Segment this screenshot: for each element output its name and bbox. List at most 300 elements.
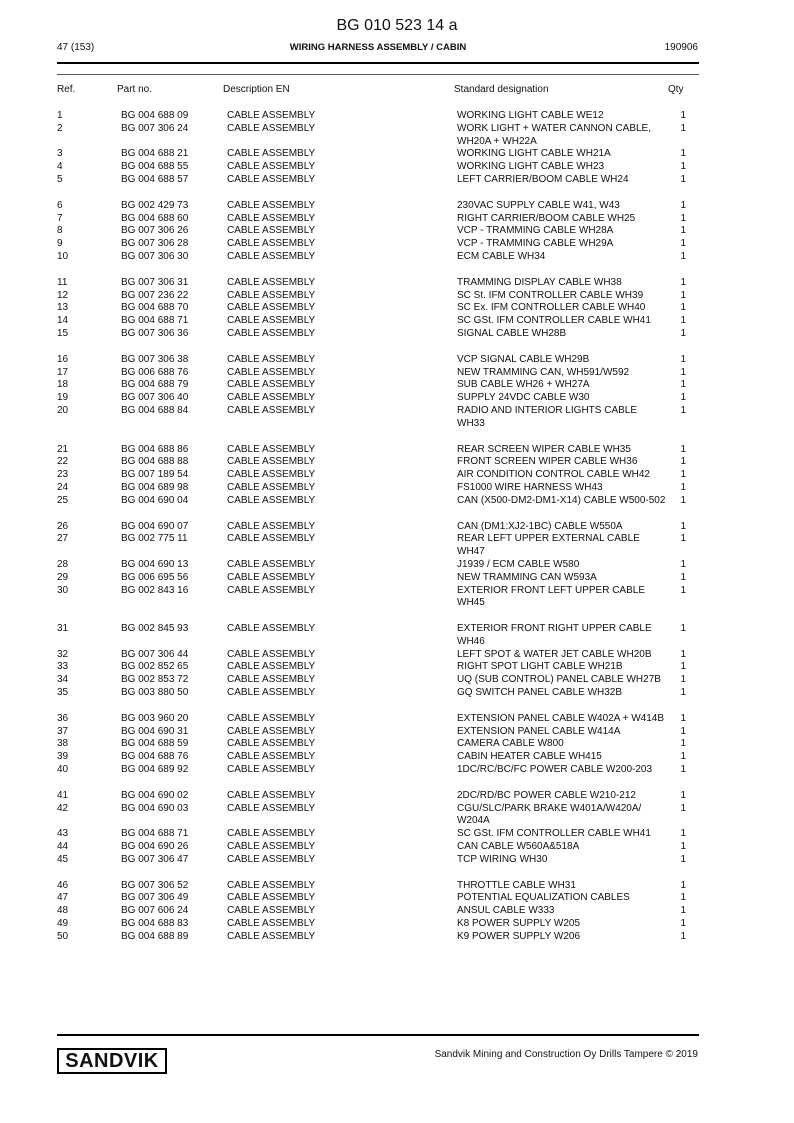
row-ref: 34 — [57, 674, 69, 686]
row-standard-designation: EXTERIOR FRONT RIGHT UPPER CABLE WH46 — [457, 623, 652, 647]
row-part-no: BG 004 688 60 — [121, 212, 189, 224]
row-description: CABLE ASSEMBLY — [227, 456, 316, 468]
row-standard-designation: REAR LEFT UPPER EXTERNAL CABLE WH47 — [457, 533, 640, 558]
row-part-no: BG 004 688 83 — [121, 918, 189, 930]
row-description: CABLE ASSEMBLY — [227, 225, 316, 237]
row-ref: 30 — [57, 584, 69, 596]
row-ref: 33 — [57, 661, 69, 673]
row-standard-designation: NEW TRAMMING CAN W593A — [457, 571, 597, 583]
column-header-ref: Ref. — [57, 84, 76, 95]
row-ref: 42 — [57, 802, 69, 814]
row-description: CABLE ASSEMBLY — [227, 558, 316, 570]
row-qty: 1 — [680, 379, 686, 391]
row-ref: 16 — [57, 353, 69, 365]
row-description: CABLE ASSEMBLY — [227, 161, 316, 173]
row-qty: 1 — [680, 584, 686, 596]
row-part-no: BG 004 688 70 — [121, 302, 189, 314]
table-row — [57, 751, 699, 764]
row-ref: 40 — [57, 764, 69, 776]
row-qty: 1 — [680, 751, 686, 763]
row-part-no: BG 002 429 73 — [121, 199, 189, 211]
row-qty: 1 — [680, 905, 686, 917]
row-standard-designation: TRAMMING DISPLAY CABLE WH38 — [457, 276, 622, 288]
row-qty: 1 — [680, 661, 686, 673]
parts-table — [57, 110, 699, 944]
row-part-no: BG 002 852 65 — [121, 661, 189, 673]
row-standard-designation: SC GSt. IFM CONTROLLER CABLE WH41 — [457, 828, 651, 840]
row-qty: 1 — [680, 764, 686, 776]
table-row — [57, 328, 699, 341]
row-qty: 1 — [680, 366, 686, 378]
row-standard-designation: EXTENSION PANEL CABLE W414A — [457, 725, 621, 737]
row-part-no: BG 004 688 79 — [121, 379, 189, 391]
row-part-no: BG 004 688 86 — [121, 443, 189, 455]
row-standard-designation: WORKING LIGHT CABLE WH21A — [457, 148, 611, 160]
row-ref: 2 — [57, 122, 63, 134]
table-row — [57, 456, 699, 469]
row-part-no: BG 004 690 07 — [121, 520, 189, 532]
row-description: CABLE ASSEMBLY — [227, 494, 316, 506]
row-qty: 1 — [680, 122, 686, 134]
row-part-no: BG 007 306 28 — [121, 238, 189, 250]
row-ref: 27 — [57, 533, 69, 545]
row-part-no: BG 004 690 04 — [121, 494, 189, 506]
row-description: CABLE ASSEMBLY — [227, 366, 316, 378]
table-row — [57, 495, 699, 508]
row-qty: 1 — [680, 250, 686, 262]
page-count: 47 (153) — [57, 42, 95, 53]
row-standard-designation: EXTENSION PANEL CABLE W402A + W414B — [457, 712, 665, 724]
table-row — [57, 315, 699, 328]
row-qty: 1 — [680, 199, 686, 211]
table-row — [57, 225, 699, 238]
row-part-no: BG 003 960 20 — [121, 712, 189, 724]
row-qty: 1 — [680, 110, 686, 121]
row-standard-designation: CAN CABLE W560A&518A — [457, 841, 580, 853]
row-standard-designation: SIGNAL CABLE WH28B — [457, 327, 567, 339]
row-part-no: BG 004 688 84 — [121, 404, 189, 416]
row-part-no: BG 007 606 24 — [121, 905, 189, 917]
table-row — [57, 931, 699, 944]
table-row — [57, 251, 699, 264]
row-ref: 22 — [57, 456, 69, 468]
row-ref: 11 — [57, 276, 68, 288]
row-part-no: BG 006 695 56 — [121, 571, 189, 583]
row-description: CABLE ASSEMBLY — [227, 687, 316, 699]
row-description: CABLE ASSEMBLY — [227, 738, 316, 750]
row-qty: 1 — [680, 212, 686, 224]
row-description: CABLE ASSEMBLY — [227, 725, 316, 737]
table-row — [57, 482, 699, 495]
row-part-no: BG 004 690 03 — [121, 802, 189, 814]
table-row — [57, 123, 699, 149]
row-part-no: BG 007 189 54 — [121, 469, 189, 481]
row-part-no: BG 004 690 13 — [121, 558, 189, 570]
row-description: CABLE ASSEMBLY — [227, 841, 316, 853]
row-ref: 28 — [57, 558, 69, 570]
row-standard-designation: CAN (DM1:XJ2-1BC) CABLE W550A — [457, 520, 623, 532]
row-standard-designation: FS1000 WIRE HARNESS WH43 — [457, 481, 603, 493]
row-standard-designation: WORKING LIGHT CABLE WH23 — [457, 161, 605, 173]
row-ref: 35 — [57, 687, 69, 699]
row-standard-designation: ANSUL CABLE W333 — [457, 905, 555, 917]
row-standard-designation: POTENTIAL EQUALIZATION CABLES — [457, 892, 630, 904]
row-description: CABLE ASSEMBLY — [227, 648, 316, 660]
table-row — [57, 392, 699, 405]
row-description: CABLE ASSEMBLY — [227, 764, 316, 776]
header-divider — [57, 74, 699, 75]
row-description: CABLE ASSEMBLY — [227, 327, 316, 339]
row-ref: 31 — [57, 623, 69, 635]
row-description: CABLE ASSEMBLY — [227, 481, 316, 493]
table-row — [57, 405, 699, 431]
row-qty: 1 — [680, 404, 686, 416]
row-description: CABLE ASSEMBLY — [227, 212, 316, 224]
row-standard-designation: VCP - TRAMMING CABLE WH29A — [457, 238, 614, 250]
row-standard-designation: LEFT CARRIER/BOOM CABLE WH24 — [457, 173, 629, 185]
row-qty: 1 — [680, 533, 686, 545]
table-row — [57, 738, 699, 751]
row-part-no: BG 004 688 76 — [121, 751, 189, 763]
row-description: CABLE ASSEMBLY — [227, 853, 316, 865]
table-row — [57, 302, 699, 315]
row-description: CABLE ASSEMBLY — [227, 173, 316, 185]
row-ref: 32 — [57, 648, 69, 660]
row-standard-designation: 2DC/RD/BC POWER CABLE W210-212 — [457, 789, 636, 801]
row-ref: 46 — [57, 879, 69, 891]
row-qty: 1 — [680, 392, 686, 404]
row-ref: 7 — [57, 212, 63, 224]
table-row — [57, 623, 699, 649]
row-standard-designation: WORKING LIGHT CABLE WE12 — [457, 110, 604, 121]
row-ref: 5 — [57, 173, 63, 185]
row-ref: 21 — [57, 443, 69, 455]
row-description: CABLE ASSEMBLY — [227, 623, 316, 635]
table-row — [57, 379, 699, 392]
row-description: CABLE ASSEMBLY — [227, 392, 316, 404]
table-row — [57, 572, 699, 585]
row-standard-designation: LEFT SPOT & WATER JET CABLE WH20B — [457, 648, 652, 660]
row-ref: 47 — [57, 892, 69, 904]
row-description: CABLE ASSEMBLY — [227, 469, 316, 481]
row-qty: 1 — [680, 456, 686, 468]
row-description: CABLE ASSEMBLY — [227, 289, 316, 301]
row-description: CABLE ASSEMBLY — [227, 674, 316, 686]
column-header-description: Description EN — [223, 84, 290, 95]
row-ref: 17 — [57, 366, 69, 378]
logo-text: SANDVIK — [65, 1049, 159, 1072]
row-description: CABLE ASSEMBLY — [227, 199, 316, 211]
row-standard-designation: K9 POWER SUPPLY W206 — [457, 930, 581, 942]
document-number: BG 010 523 14 a — [336, 17, 458, 34]
row-standard-designation: SC St. IFM CONTROLLER CABLE WH39 — [457, 289, 644, 301]
row-standard-designation: SC GSt. IFM CONTROLLER CABLE WH41 — [457, 315, 651, 327]
table-row — [57, 354, 699, 367]
row-part-no: BG 004 689 98 — [121, 481, 189, 493]
row-part-no: BG 004 688 57 — [121, 173, 189, 185]
row-description: CABLE ASSEMBLY — [227, 238, 316, 250]
row-part-no: BG 002 853 72 — [121, 674, 189, 686]
row-standard-designation: VCP SIGNAL CABLE WH29B — [457, 353, 590, 365]
row-description: CABLE ASSEMBLY — [227, 353, 316, 365]
row-standard-designation: CAMERA CABLE W800 — [457, 738, 564, 750]
table-row — [57, 828, 699, 841]
row-ref: 45 — [57, 853, 69, 865]
table-row — [57, 559, 699, 572]
row-part-no: BG 004 688 89 — [121, 930, 189, 942]
row-part-no: BG 003 880 50 — [121, 687, 189, 699]
row-part-no: BG 004 688 71 — [121, 828, 189, 840]
row-description: CABLE ASSEMBLY — [227, 930, 316, 942]
table-row — [57, 521, 699, 534]
row-part-no: BG 006 688 76 — [121, 366, 189, 378]
row-description: CABLE ASSEMBLY — [227, 404, 316, 416]
row-ref: 49 — [57, 918, 69, 930]
row-standard-designation: GQ SWITCH PANEL CABLE WH32B — [457, 687, 623, 699]
row-qty: 1 — [680, 315, 686, 327]
table-row — [57, 726, 699, 739]
row-part-no: BG 004 688 71 — [121, 315, 189, 327]
row-standard-designation: EXTERIOR FRONT LEFT UPPER CABLE WH45 — [457, 584, 646, 609]
row-ref: 39 — [57, 751, 69, 763]
row-ref: 48 — [57, 905, 69, 917]
row-description: CABLE ASSEMBLY — [227, 571, 316, 583]
row-qty: 1 — [680, 302, 686, 314]
row-part-no: BG 007 306 49 — [121, 892, 189, 904]
row-part-no: BG 004 688 21 — [121, 148, 189, 160]
row-qty: 1 — [680, 494, 686, 506]
row-qty: 1 — [680, 930, 686, 942]
row-standard-designation: AIR CONDITION CONTROL CABLE WH42 — [457, 469, 650, 481]
table-row — [57, 174, 699, 187]
row-ref: 14 — [57, 315, 69, 327]
row-standard-designation: K8 POWER SUPPLY W205 — [457, 918, 581, 930]
top-divider — [57, 62, 699, 64]
table-row — [57, 918, 699, 931]
row-ref: 9 — [57, 238, 63, 250]
row-description: CABLE ASSEMBLY — [227, 148, 316, 160]
copyright-notice: Sandvik Mining and Construction Oy Drills Tampere © 2019 — [434, 1049, 698, 1060]
row-ref: 1 — [57, 110, 63, 121]
row-part-no: BG 007 306 36 — [121, 327, 189, 339]
row-ref: 36 — [57, 712, 69, 724]
table-row — [57, 713, 699, 726]
sandvik-logo — [57, 1048, 167, 1074]
row-standard-designation: RIGHT SPOT LIGHT CABLE WH21B — [457, 661, 623, 673]
row-ref: 50 — [57, 930, 69, 942]
row-standard-designation: J1939 / ECM CABLE W580 — [457, 558, 580, 570]
row-standard-designation: CAN (X500-DM2-DM1-X14) CABLE W500-502 — [457, 494, 666, 506]
row-description: CABLE ASSEMBLY — [227, 110, 316, 121]
table-row — [57, 905, 699, 918]
row-qty: 1 — [680, 623, 686, 635]
row-part-no: BG 004 690 26 — [121, 841, 189, 853]
row-part-no: BG 002 843 16 — [121, 584, 189, 596]
row-ref: 26 — [57, 520, 69, 532]
row-description: CABLE ASSEMBLY — [227, 533, 316, 545]
row-part-no: BG 004 688 55 — [121, 161, 189, 173]
row-standard-designation: NEW TRAMMING CAN, WH591/W592 — [457, 366, 630, 378]
row-ref: 4 — [57, 161, 63, 173]
row-qty: 1 — [680, 276, 686, 288]
table-row — [57, 367, 699, 380]
table-row — [57, 892, 699, 905]
row-description: CABLE ASSEMBLY — [227, 276, 316, 288]
table-row — [57, 290, 699, 303]
table-row — [57, 110, 699, 123]
row-qty: 1 — [680, 173, 686, 185]
row-description: CABLE ASSEMBLY — [227, 250, 316, 262]
row-description: CABLE ASSEMBLY — [227, 122, 316, 134]
row-part-no: BG 007 306 40 — [121, 392, 189, 404]
row-standard-designation: 1DC/RC/BC/FC POWER CABLE W200-203 — [457, 764, 653, 776]
row-standard-designation: CABIN HEATER CABLE WH415 — [457, 751, 602, 763]
row-part-no: BG 007 236 22 — [121, 289, 189, 301]
row-part-no: BG 007 306 38 — [121, 353, 189, 365]
column-header-qty: Qty — [668, 84, 684, 95]
table-row — [57, 200, 699, 213]
row-ref: 3 — [57, 148, 63, 160]
row-qty: 1 — [680, 225, 686, 237]
table-row — [57, 803, 699, 829]
row-ref: 8 — [57, 225, 63, 237]
table-row — [57, 213, 699, 226]
row-qty: 1 — [680, 161, 686, 173]
row-ref: 18 — [57, 379, 69, 391]
row-part-no: BG 004 688 88 — [121, 456, 189, 468]
row-description: CABLE ASSEMBLY — [227, 802, 316, 814]
row-part-no: BG 002 845 93 — [121, 623, 189, 635]
row-standard-designation: SUPPLY 24VDC CABLE W30 — [457, 392, 590, 404]
row-description: CABLE ASSEMBLY — [227, 443, 316, 455]
row-qty: 1 — [680, 571, 686, 583]
row-qty: 1 — [680, 828, 686, 840]
row-part-no: BG 007 306 31 — [121, 276, 189, 288]
row-description: CABLE ASSEMBLY — [227, 520, 316, 532]
document-date: 190906 — [664, 42, 698, 53]
row-part-no: BG 007 306 47 — [121, 853, 189, 865]
row-ref: 15 — [57, 327, 69, 339]
row-standard-designation: SC Ex. IFM CONTROLLER CABLE WH40 — [457, 302, 646, 314]
row-description: CABLE ASSEMBLY — [227, 892, 316, 904]
row-ref: 25 — [57, 494, 69, 506]
footer-divider — [57, 1034, 699, 1036]
table-row — [57, 649, 699, 662]
row-description: CABLE ASSEMBLY — [227, 302, 316, 314]
row-description: CABLE ASSEMBLY — [227, 712, 316, 724]
row-description: CABLE ASSEMBLY — [227, 661, 316, 673]
table-row — [57, 238, 699, 251]
row-ref: 23 — [57, 469, 69, 481]
row-part-no: BG 002 775 11 — [121, 533, 188, 545]
row-qty: 1 — [680, 558, 686, 570]
row-part-no: BG 004 688 09 — [121, 110, 189, 121]
table-row — [57, 764, 699, 777]
row-qty: 1 — [680, 289, 686, 301]
row-qty: 1 — [680, 238, 686, 250]
row-qty: 1 — [680, 789, 686, 801]
row-part-no: BG 004 688 59 — [121, 738, 189, 750]
row-standard-designation: VCP - TRAMMING CABLE WH28A — [457, 225, 614, 237]
row-description: CABLE ASSEMBLY — [227, 751, 316, 763]
row-part-no: BG 004 690 02 — [121, 789, 189, 801]
row-part-no: BG 007 306 44 — [121, 648, 189, 660]
row-ref: 6 — [57, 199, 63, 211]
row-standard-designation: 230VAC SUPPLY CABLE W41, W43 — [457, 199, 620, 211]
row-ref: 13 — [57, 302, 69, 314]
row-standard-designation: TCP WIRING WH30 — [457, 853, 548, 865]
row-ref: 10 — [57, 250, 69, 262]
row-ref: 24 — [57, 481, 69, 493]
row-standard-designation: WORK LIGHT + WATER CANNON CABLE, WH20A + WH22A — [457, 122, 652, 147]
row-ref: 43 — [57, 828, 69, 840]
row-description: CABLE ASSEMBLY — [227, 789, 316, 801]
row-part-no: BG 004 689 92 — [121, 764, 189, 776]
table-row — [57, 585, 699, 611]
row-qty: 1 — [680, 327, 686, 339]
column-header-standard-designation: Standard designation — [454, 84, 549, 95]
table-row — [57, 444, 699, 457]
row-qty: 1 — [680, 648, 686, 660]
row-description: CABLE ASSEMBLY — [227, 918, 316, 930]
row-qty: 1 — [680, 725, 686, 737]
row-standard-designation: RADIO AND INTERIOR LIGHTS CABLE WH33 — [457, 404, 638, 429]
row-description: CABLE ASSEMBLY — [227, 584, 316, 596]
table-row — [57, 854, 699, 867]
row-ref: 37 — [57, 725, 69, 737]
row-qty: 1 — [680, 918, 686, 930]
row-ref: 38 — [57, 738, 69, 750]
row-part-no: BG 007 306 52 — [121, 879, 189, 891]
row-standard-designation: UQ (SUB CONTROL) PANEL CABLE WH27B — [457, 674, 661, 686]
table-row — [57, 790, 699, 803]
row-part-no: BG 004 690 31 — [121, 725, 189, 737]
row-qty: 1 — [680, 469, 686, 481]
table-row — [57, 880, 699, 893]
row-standard-designation: RIGHT CARRIER/BOOM CABLE WH25 — [457, 212, 636, 224]
table-row — [57, 161, 699, 174]
table-row — [57, 148, 699, 161]
row-standard-designation: REAR SCREEN WIPER CABLE WH35 — [457, 443, 631, 455]
table-row — [57, 469, 699, 482]
table-row — [57, 661, 699, 674]
row-standard-designation: CGU/SLC/PARK BRAKE W401A/W420A/ W204A — [457, 802, 642, 827]
row-description: CABLE ASSEMBLY — [227, 828, 316, 840]
row-description: CABLE ASSEMBLY — [227, 379, 316, 391]
row-ref: 20 — [57, 404, 69, 416]
row-ref: 29 — [57, 571, 69, 583]
row-part-no: BG 007 306 30 — [121, 250, 189, 262]
row-description: CABLE ASSEMBLY — [227, 905, 316, 917]
row-standard-designation: THROTTLE CABLE WH31 — [457, 879, 576, 891]
row-description: CABLE ASSEMBLY — [227, 315, 316, 327]
row-description: CABLE ASSEMBLY — [227, 879, 316, 891]
row-ref: 41 — [57, 789, 69, 801]
row-standard-designation: ECM CABLE WH34 — [457, 250, 546, 262]
row-ref: 44 — [57, 841, 69, 853]
row-qty: 1 — [680, 853, 686, 865]
row-qty: 1 — [680, 520, 686, 532]
table-row — [57, 277, 699, 290]
column-header-part-no: Part no. — [117, 84, 153, 95]
row-qty: 1 — [680, 148, 686, 160]
row-qty: 1 — [680, 802, 686, 814]
row-qty: 1 — [680, 879, 686, 891]
row-qty: 1 — [680, 712, 686, 724]
row-part-no: BG 007 306 24 — [121, 122, 189, 134]
row-qty: 1 — [680, 687, 686, 699]
row-qty: 1 — [680, 481, 686, 493]
